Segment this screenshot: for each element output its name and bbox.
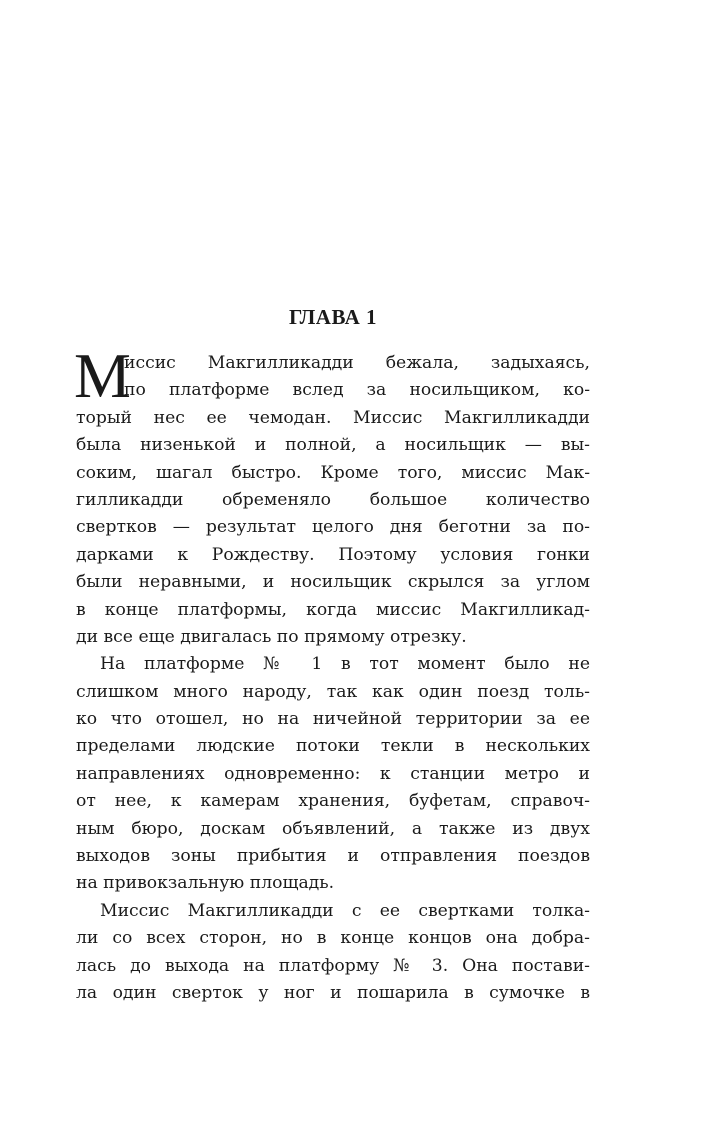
text-line: торый нес ее чемодан. Миссис Макгилликадди xyxy=(76,407,590,428)
text-line: ли со всех сторон, но в конце концов она добра- xyxy=(76,928,590,949)
paragraph-3 xyxy=(76,898,590,1008)
text-line: ди все еще двигалась по прямому отрезку. xyxy=(76,626,467,647)
text-line: свертков — результат целого дня беготни за по- xyxy=(76,517,590,538)
text-line: ла один сверток у ног и пошарила в сумочке в xyxy=(76,982,590,1003)
text-line: пределами людские потоки текли в нескольких xyxy=(76,736,590,757)
text-line: дарками к Рождеству. Поэтому условия гонки xyxy=(76,544,590,565)
text-line: соким, шагал быстро. Кроме того, миссис Мак- xyxy=(76,462,590,483)
text-line: лась до выхода на платформу № 3. Она постави- xyxy=(76,955,590,976)
drop-cap: М xyxy=(74,340,131,411)
text-line: от нее, к камерам хранения, буфетам, справоч- xyxy=(76,791,590,812)
paragraph-1 xyxy=(74,340,590,651)
text-line: Миссис Макгилликадди с ее свертками толка- xyxy=(100,900,590,921)
paragraph-2 xyxy=(76,651,590,898)
text-line: направлениях одновременно: к станции метро и xyxy=(76,763,590,784)
text-line: иссис Макгилликадди бежала, задыхаясь, xyxy=(124,353,590,373)
text-line: были неравными, и носильщик скрылся за углом xyxy=(76,572,590,593)
text-line: по платформе вслед за носильщиком, ко- xyxy=(124,380,590,401)
text-line: на привокзальную площадь. xyxy=(76,873,335,894)
text-line: ным бюро, доскам объявлений, а также из двух xyxy=(76,818,590,839)
text-line: На платформе № 1 в тот момент было не xyxy=(100,654,590,675)
text-line: в конце платформы, когда миссис Макгилликад- xyxy=(76,599,590,620)
text-line: выходов зоны прибытия и отправления поездов xyxy=(76,846,590,867)
text-line: ко что отошел, но на ничейной территории за ее xyxy=(76,709,590,730)
book-page xyxy=(76,300,590,1007)
text-line: гилликадди обременяло большое количество xyxy=(76,489,590,510)
text-line: была низенькой и полной, а носильщик — вы- xyxy=(76,435,590,456)
chapter-title: ГЛАВА 1 xyxy=(288,305,378,329)
text-line: слишком много народу, так как один поезд толь- xyxy=(76,681,590,702)
